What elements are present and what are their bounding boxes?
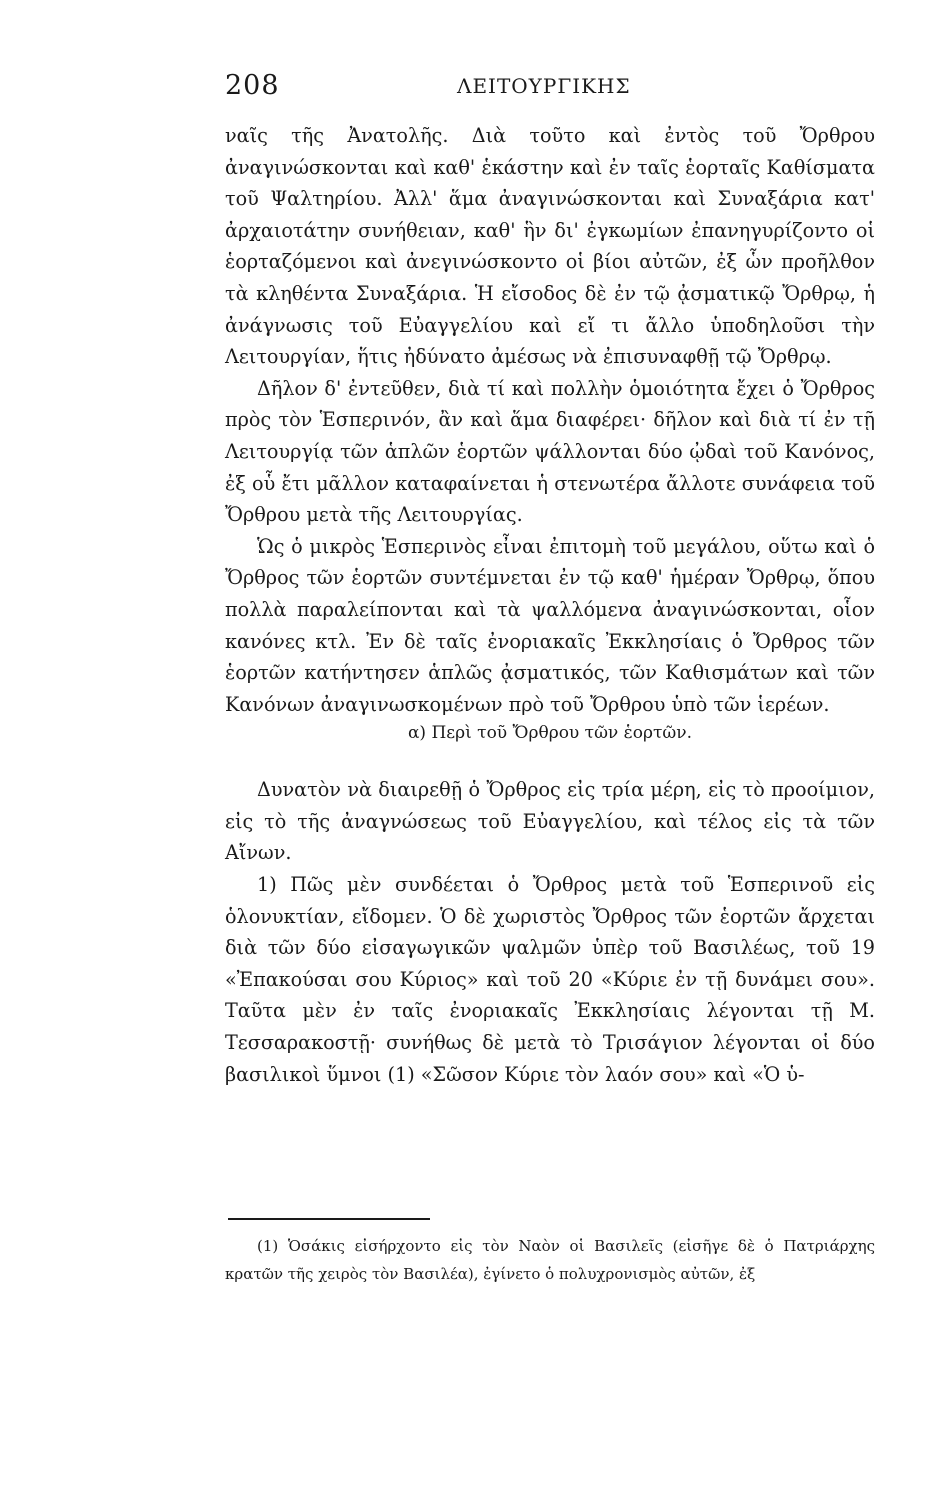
- page-header: [225, 70, 875, 110]
- paragraph: Δυνατὸν νὰ διαιρεθῇ ὁ Ὄρθρος εἰς τρία μέρη, εἰς τὸ προοίμιον, εἰς τὸ τῆς ἀναγνώσεως τοῦ Εὐαγγελίου, καὶ τέλος εἰς τὰ τῶν Αἴνων.: [225, 778, 875, 865]
- paragraph: Ὡς ὁ μικρὸς Ἑσπερινὸς εἶναι ἐπιτομὴ τοῦ μεγάλου, οὕτω καὶ ὁ Ὄρθρος τῶν ἑορτῶν συντέμνεται ἐν τῷ καθ' ἡμέραν Ὄρθρῳ, ὅπου πολλὰ παραλείπονται καὶ τὰ ψαλλόμενα ἀναγινώσκονται, οἷον κανόνες κτλ. Ἐν δὲ ταῖς ἐνοριακαῖς Ἐκκλησίαις ὁ Ὄρθρος τῶν ἑορτῶν κατήντησεν ἁπλῶς ᾀσματικός, τῶν Καθισμάτων καὶ τῶν Κανόνων ἀναγινωσκομένων πρὸ τοῦ Ὄρθρου ὑπὸ τῶν ἱερέων.: [225, 534, 875, 716]
- paragraph: Δῆλον δ' ἐντεῦθεν, διὰ τί καὶ πολλὴν ὁμοιότητα ἔχει ὁ Ὄρθρος πρὸς τὸν Ἑσπερινόν, ἂν καὶ ἅμα διαφέρει· δῆλον καὶ διὰ τί ἐν τῇ Λειτουργίᾳ τῶν ἁπλῶν ἑορτῶν ψάλλονται δύο ᾠδαὶ τοῦ Κανόνος, ἐξ οὗ ἔτι μᾶλλον καταφαίνεται ἡ στενωτέρα ἄλλοτε συνάφεια τοῦ Ὄρθρου μετὰ τῆς Λειτουργίας.: [225, 376, 875, 527]
- running-head: ΛΕΙΤΟΥΡΓΙΚΗΣ: [457, 74, 631, 98]
- section-heading: α) Περὶ τοῦ Ὄρθρου τῶν ἑορτῶν.: [407, 723, 693, 744]
- paragraph: ναῖς τῆς Ἀνατολῆς. Διὰ τοῦτο καὶ ἐντὸς τοῦ Ὄρθρου ἀναγινώσκονται καὶ καθ' ἑκάστην καὶ ἐν ταῖς ἑορταῖς Καθίσματα τοῦ Ψαλτηρίου. Ἀλλ' ἅμα ἀναγινώσκονται καὶ Συναξάρια κατ' ἀρχαιοτάτην συνήθειαν, καθ' ἣν δι' ἐγκωμίων ἐπανηγυρίζοντο οἱ ἑορταζόμενοι καὶ ἀνεγινώσκοντο οἱ βίοι αὐτῶν, ἐξ ὧν προῆλθον τὰ κληθέντα Συναξάρια. Ἡ εἴσοδος δὲ ἐν τῷ ᾀσματικῷ Ὄρθρῳ, ἡ ἀνάγνωσις τοῦ Εὐαγγελίου καὶ εἴ τι ἄλλο ὑποδηλοῦσι τὴν Λειτουργίαν, ἥτις ἠδύνατο ἀμέσως νὰ ἐπισυναφθῇ τῷ Ὄρθρῳ.: [225, 124, 875, 369]
- footnote: (1) Ὁσάκις εἰσήρχοντο εἰς τὸν Ναὸν οἱ Βασιλεῖς (εἰσῆγε δὲ ὁ Πατριάρχης κρατῶν τῆς χειρὸς τὸν Βασιλέα), ἐγίνετο ὁ πολυχρονισμὸς αὐτῶν, ἐξ: [225, 1237, 875, 1283]
- page-number: 208: [225, 70, 280, 101]
- paragraph: 1) Πῶς μὲν συνδέεται ὁ Ὄρθρος μετὰ τοῦ Ἑσπερινοῦ εἰς ὁλονυκτίαν, εἴδομεν. Ὁ δὲ χωριστὸς Ὄρθρος τῶν ἑορτῶν ἄρχεται διὰ τῶν δύο εἰσαγωγικῶν ψαλμῶν ὑπὲρ τοῦ Βασιλέως, τοῦ 19 «Ἐπακούσαι σου Κύριος» καὶ τοῦ 20 «Κύριε ἐν τῇ δυνάμει σου». Ταῦτα μὲν ἐν ταῖς ἐνοριακαῖς Ἐκκλησίαις λέγονται τῇ Μ. Τεσσαρακοστῇ· συνήθως δὲ μετὰ τὸ Τρισάγιον λέγονται οἱ δύο βασιλικοὶ ὕμνοι (1) «Σῶσον Κύριε τὸν λαόν σου» καὶ «Ὁ ὑ-: [225, 873, 875, 1086]
- body-text: [225, 120, 875, 1090]
- footnotes: [225, 1232, 875, 1288]
- footnote-divider: [228, 1218, 430, 1220]
